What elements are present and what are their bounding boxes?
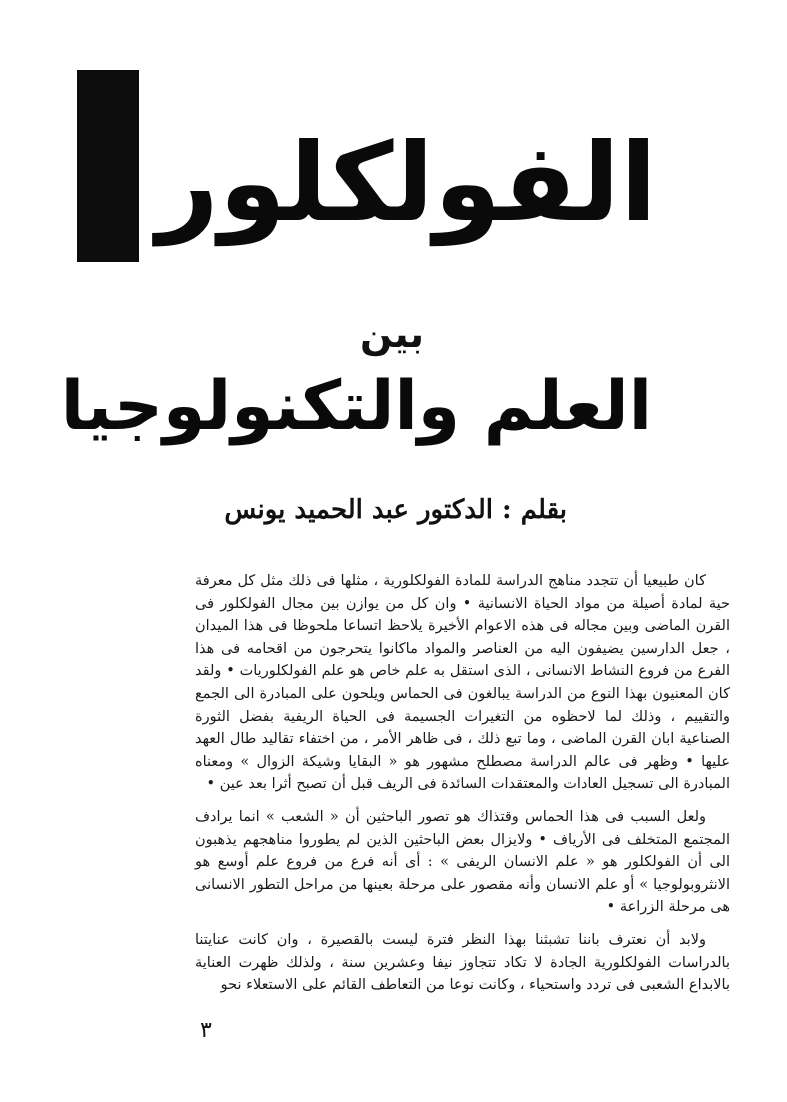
article-title: الفولكلور bbox=[156, 121, 657, 246]
author-byline: بقلم : الدكتور عبد الحميد يونس bbox=[224, 495, 567, 525]
article-body bbox=[195, 570, 730, 1007]
title-connector: بين bbox=[360, 312, 424, 356]
page-number: ٣ bbox=[200, 1018, 212, 1043]
article-subtitle: العلم والتكنولوجيا bbox=[60, 367, 652, 446]
body-paragraph: ولابد أن نعترف باننا تشبثنا بهذا النظر فترة ليست بالقصيرة ، وان كانت عنايتنا بالدراسات الفولكلورية الجادة لا تكاد تتجاوز نيفا وعشرين سنة ، ولذلك ظهرت العناية بالابداع الشعبى فى تردد واستحياء ، وكانت نوعا من التعاطف القائم على الاستعلاء نحو bbox=[195, 931, 730, 994]
body-paragraph: ولعل السبب فى هذا الحماس وقتذاك هو تصور الباحثين أن « الشعب » انما يرادف المجتمع المتخلف فى الأرياف • ولايزال بعض الباحثين الذين لم يطوروا مناهجهم يذهبون الى أن الفولكلور هو « علم الانسان الريفى » : أى أنه فرع من فروع علم أوسع هو الانثروبولوجيا » أو علم الانسان وأنه مقصور على مرحلة بعينها من مراحل التطور الانسانى هى مرحلة الزراعة • bbox=[195, 808, 730, 916]
body-paragraph: كان طبيعيا أن تتجدد مناهج الدراسة للمادة الفولكلورية ، مثلها فى ذلك مثل كل معرفة حية لمادة أصيلة من مواد الحياة الانسانية • وان كل من يوازن بين مجال الفولكلور فى القرن الماضى وبين مجاله فى هذه الاعوام الأخيرة يلاحظ اتساعا ملحوظا فى هذا الميدان ، جعل الدارسين يضيفون اليه من العناصر والمواد ماكانوا يتحرجون من اقحامه فى هذا الفرع من فروع النشاط الانسانى ، الذى استقل به علم خاص هو علم الفولكلوريات • ولقد كان المعنيون بهذا النوع من الدراسة يبالغون فى الحماس ويلحون على المبادرة الى الجمع والتقييم ، وذلك لما لاحظوه من التغيرات الجسيمة فى الحياة الريفية بفضل الثورة الصناعية ابان القرن الماضى ، وما تبع ذلك ، فى ظاهر الأمر ، من اختفاء تقاليد طال العهد عليها • وظهر فى عالم الدراسة مصطلح مشهور هو « البقايا وشيكة الزوال » ومعناه المبادرة الى تسجيل العادات والمعتقدات السائدة فى الريف قبل أن تصبح أثرا بعد عين • bbox=[195, 573, 730, 793]
decorative-black-bar bbox=[77, 70, 139, 262]
